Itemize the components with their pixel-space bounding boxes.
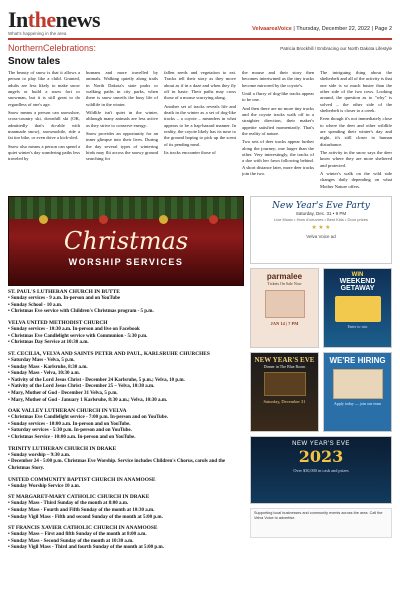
church-name: OAK VALLEY LUTHERAN CHURCH IN VELVA	[8, 408, 127, 415]
ad-text: Enter to win	[347, 324, 368, 329]
service-time: • Christmas Eve Candlelight service - 7:00 p.m. In-person and on YouTube.	[8, 415, 169, 421]
section-byline: Patricia Brockhill / Embracing our North Dakota Lifestyle	[280, 45, 392, 51]
service-time: • Sunday School - 10 a.m.	[8, 302, 63, 308]
article-paragraph: And then there are no more tiny tracks and the coyote tracks walk off in a straighter direction, their maker's appetite satisfied momentarily. That's the reality of nature.	[242, 105, 314, 136]
article-column	[242, 70, 314, 192]
ad-title: WIN	[351, 272, 364, 278]
parmalee-concert-ad[interactable]	[250, 268, 319, 348]
service-time: • Christmas Eve Candlelight service with Communion - 5:30 p.m.	[8, 333, 148, 339]
ad-text: Apply today — join our team	[333, 401, 382, 406]
banner-script-title: Christmas	[63, 227, 189, 255]
logo-news: news	[55, 6, 101, 32]
church-name: ST FRANCIS XAVIER CATHOLIC CHURCH IN ANAMOOSE	[8, 525, 158, 532]
ad-year: 2023	[298, 447, 344, 466]
article-paragraph: Another set of tracks reveals life and death in the winter as a set of dog-like tracks – a coyote – meanders in what appears to be a hap-hazard manner. In reality, the coyote likely has its nose to the ground hoping to pick up the scent of its pending meal.	[164, 103, 236, 147]
church-name: VELVA UNITED METHODIST CHURCH	[8, 319, 108, 326]
ad-title: WE'RE HIRING	[329, 356, 386, 365]
service-time: • Nativity of the Lord Jesus Christ - December 24 Karlsruhe, 5 p.m.; Velva, 10 p.m.	[8, 377, 185, 383]
masthead-rule	[8, 38, 392, 40]
ad-date: JAN 14 | 7 PM	[270, 321, 299, 326]
service-time: • Sunday Mass - Karlsruhe, 8:30 a.m.	[8, 364, 88, 370]
ad-subtitle: Dinner in The Blue Room	[263, 364, 306, 369]
service-time: • Sunday Worship Service 10 a.m.	[8, 483, 81, 489]
service-time: • Mary, Mother of God - January 1 Karlsruhe, 8:30 a.m.; Velva, 10:30 a.m.	[8, 397, 168, 403]
church-listing	[8, 408, 244, 442]
article-paragraph: the mouse and their story then becomes intertwined as the tiny tracks become mirrored by the coyote's.	[242, 70, 314, 88]
article-column	[86, 70, 158, 192]
service-time: • Sunday worship – 9:30 a.m.	[8, 452, 71, 458]
article-paragraph: humans and more travelled by animals. Walking quietly along trails in North Dakota's state parks or walking paths in city parks, when there is snow unveils the busy life of wildlife in the winter.	[86, 70, 158, 107]
article-paragraph: The beauty of snow is that it allows a person to play like a child. Granted, adults are less likely to make snow angels or build a snow fort or snowman, but it is still great to do regardless of one's age.	[8, 70, 80, 107]
service-time: • Sunday Mass - Velva, 10:30 a.m.	[8, 371, 80, 377]
church-listing	[8, 446, 244, 473]
section-title: NorthernCelebrations:	[8, 43, 97, 53]
weekend-getaway-ad[interactable]	[323, 268, 392, 348]
getaway-photo	[335, 296, 381, 322]
new-years-2023-ad[interactable]	[250, 436, 392, 504]
service-time: • Christmas Service - 10:00 a.m. In-person and on YouTube.	[8, 435, 136, 440]
church-name: ST. CECILIA, VELVA AND SAINTS PETER AND PAUL, KARLSRUHE CHURCHES	[8, 350, 210, 357]
advertising-strip: Supporting local businesses and community events across the area. Call the Velva Voice to advertise.	[250, 508, 392, 538]
service-time: • Saturday services - 5:30 p.m. In-person and on YouTube.	[8, 428, 132, 434]
service-time: • Christmas Day Service at 10:30 a.m.	[8, 340, 89, 346]
article-paragraph: Until a flurry of dog-like tracks appear to be one.	[242, 90, 314, 103]
church-listing	[8, 320, 244, 347]
dinner-photo	[264, 372, 306, 396]
church-listing	[8, 351, 244, 404]
article-paragraph: Snow provides an opportunity for an inner glimpse into their lives. During the day several types of wintering birds may flit across the snowy ground searching for	[86, 130, 158, 162]
paper-name: VelvaareaVoice	[252, 26, 292, 32]
masthead	[8, 6, 392, 36]
church-name: UNITED COMMUNITY BAPTIST CHURCH IN ANAMOOSE	[8, 476, 156, 483]
service-time: • Saturday Mass - Velva, 5 p.m.	[8, 357, 75, 363]
article-columns	[8, 70, 392, 192]
hiring-photo	[333, 369, 383, 399]
ornament-icon	[209, 215, 218, 224]
service-time: • Christmas Eve service with Children's Christmas program - 5 p.m.	[8, 309, 154, 315]
article-paragraph: The intriguing thing about the shelterbelt and all of the activity is that one side is so much busier than the other side of the two rows. Looking around, the question as to "why" is solved – the other side of the shelterbelt is closer to a creek.	[320, 70, 392, 113]
hiring-ad[interactable]	[323, 352, 392, 432]
service-time: • Sunday services - 10:00 a.m. In-person and on YouTube.	[8, 421, 131, 427]
church-name: ST MARGARET-MARY CATHOLIC CHURCH IN DRAKE	[8, 494, 150, 501]
banner-subtitle: WORSHIP SERVICES	[68, 257, 184, 267]
ad-column	[250, 196, 392, 614]
service-time: • Sunday services - 9 a.m. In-person and on YouTube	[8, 296, 121, 302]
article-paragraph: Wildlife isn't quiet in the winter, although many animals are less active as they strive to conserve energy.	[86, 109, 158, 128]
ad-title: NEW YEAR'S EVE	[254, 356, 315, 364]
service-time: • December 24 - 5:00 p.m. Christmas Eve Worship. Service includes Children's Chorus, carols and the Christmas Story.	[8, 459, 226, 471]
ad-row-1	[250, 268, 392, 348]
church-name: ST. PAUL'S LUTHERAN CHURCH IN BUTTE	[8, 289, 120, 295]
ad-offer: Saturday, December 31	[263, 399, 306, 404]
article-headline: Snow tales	[8, 56, 61, 67]
church-name: TRINITY LUTHERAN CHURCH IN DRAKE	[8, 445, 117, 452]
ornament-icon	[159, 215, 168, 224]
article-paragraph: Snow also means a person can spend a quiet winter's day wandering paths less traveled by	[8, 143, 80, 162]
ad-subtitle: Saturday, Dec. 31 • 9 PM	[295, 211, 347, 216]
article-paragraph: Snow means a person can snowshoe, cross-country ski, downhill ski (OK, admittedly that's do-able with manmade snow), snowmobile, ride a fat tire bike, or even drive a kick-sled.	[8, 109, 80, 141]
article-paragraph: The activity in the snow says the deer know where they are more sheltered and protected.	[320, 149, 392, 168]
service-time: • Sunday Mass - Second Sunday of the month at 10:30 a.m.	[8, 538, 134, 544]
ornament-icon	[39, 215, 48, 224]
ad-note: Velva Voice ad	[306, 234, 336, 239]
article-paragraph: Even though it's not immediately close to where the deer and other wildlife are spending their winter's day and night, it's still closer to human disturbance.	[320, 116, 392, 147]
tagline: What's happening in the area	[8, 30, 67, 36]
ad-text: Over $30,000 in cash and prizes	[293, 468, 349, 473]
article-column	[8, 70, 80, 192]
service-time: • Sunday Mass – First and fifth Sunday of the month at 8:00 a.m.	[8, 532, 147, 538]
church-listing	[8, 477, 244, 491]
article-column	[320, 70, 392, 192]
article-paragraph: Its tracks encounter those of	[164, 149, 216, 155]
article-paragraph: A winter's walk on the wild side changes daily depending on what Mother Nature offers.	[320, 170, 392, 189]
logo-in: In	[8, 6, 28, 32]
ad-title: NEW YEAR'S EVE	[292, 441, 350, 447]
service-time: • Sunday Mass - Fourth and Fifth Sunday of the month at 10:30 a.m.	[8, 507, 155, 513]
ad-subtitle: Tickets On Sale Now	[267, 281, 302, 286]
ad-title: New Year's Eve Party	[272, 201, 370, 211]
masthead-dateline	[252, 26, 392, 36]
church-listing	[8, 525, 244, 552]
logo-the: the	[27, 6, 56, 32]
worship-listing	[8, 196, 244, 614]
church-listing	[8, 289, 244, 316]
ad-subtitle: WEEKEND GETAWAY	[339, 278, 376, 292]
article-paragraph: fallen seeds and vegetation to eat. Tracks tell their story as they move about as if in a daze and when they fly off in haste. Their paths may cross those of a mouse scurrying along.	[164, 70, 236, 101]
ad-title: parmalee	[266, 272, 303, 281]
ad-row-2	[250, 352, 392, 432]
ad-details: Live Music • Hors d'oeuvres • Best Kids • Door prizes	[274, 217, 368, 222]
lower-section	[8, 196, 392, 614]
service-schedule	[8, 289, 244, 552]
new-years-dinner-ad[interactable]	[250, 352, 319, 432]
new-years-party-ad[interactable]	[250, 196, 392, 264]
church-listing	[8, 494, 244, 521]
christmas-banner	[8, 196, 244, 286]
paper-logo	[8, 6, 101, 32]
service-time: • Sunday Mass - Third Sunday of the month at 8:00 a.m.	[8, 501, 129, 507]
masthead-logo-block	[8, 6, 101, 37]
star-icon: ★ ★ ★	[311, 225, 331, 231]
section-header	[8, 43, 392, 53]
service-time: • Mary, Mother of God - December 31 Velva, 5 p.m.	[8, 390, 118, 396]
article-paragraph: Two sets of deer tracks appear further along the journey; one larger than the other. Very interestingly, the tracks of a doe with her fawn following behind. A short distance later, more deer tracks join the two.	[242, 139, 314, 176]
service-time: • Sunday Vigil Mass - Third and fourth Sunday of the month at 5:00 p.m.	[8, 545, 164, 551]
service-time: • Sunday Vigil Mass - Fifth and second Sunday of the month at 5:00 p.m.	[8, 514, 163, 520]
article-column	[164, 70, 236, 192]
band-photo	[265, 290, 305, 318]
ornament-icon	[99, 215, 108, 224]
service-time: • Sunday services - 10:30 a.m. In-person and live on Facebook	[8, 327, 140, 333]
service-time: • Nativity of the Lord Jesus Christ - December 25 – Velva, 10:30 a.m.	[8, 384, 155, 390]
date-page: | Thursday, December 22, 2022 | Page 2	[293, 26, 392, 32]
